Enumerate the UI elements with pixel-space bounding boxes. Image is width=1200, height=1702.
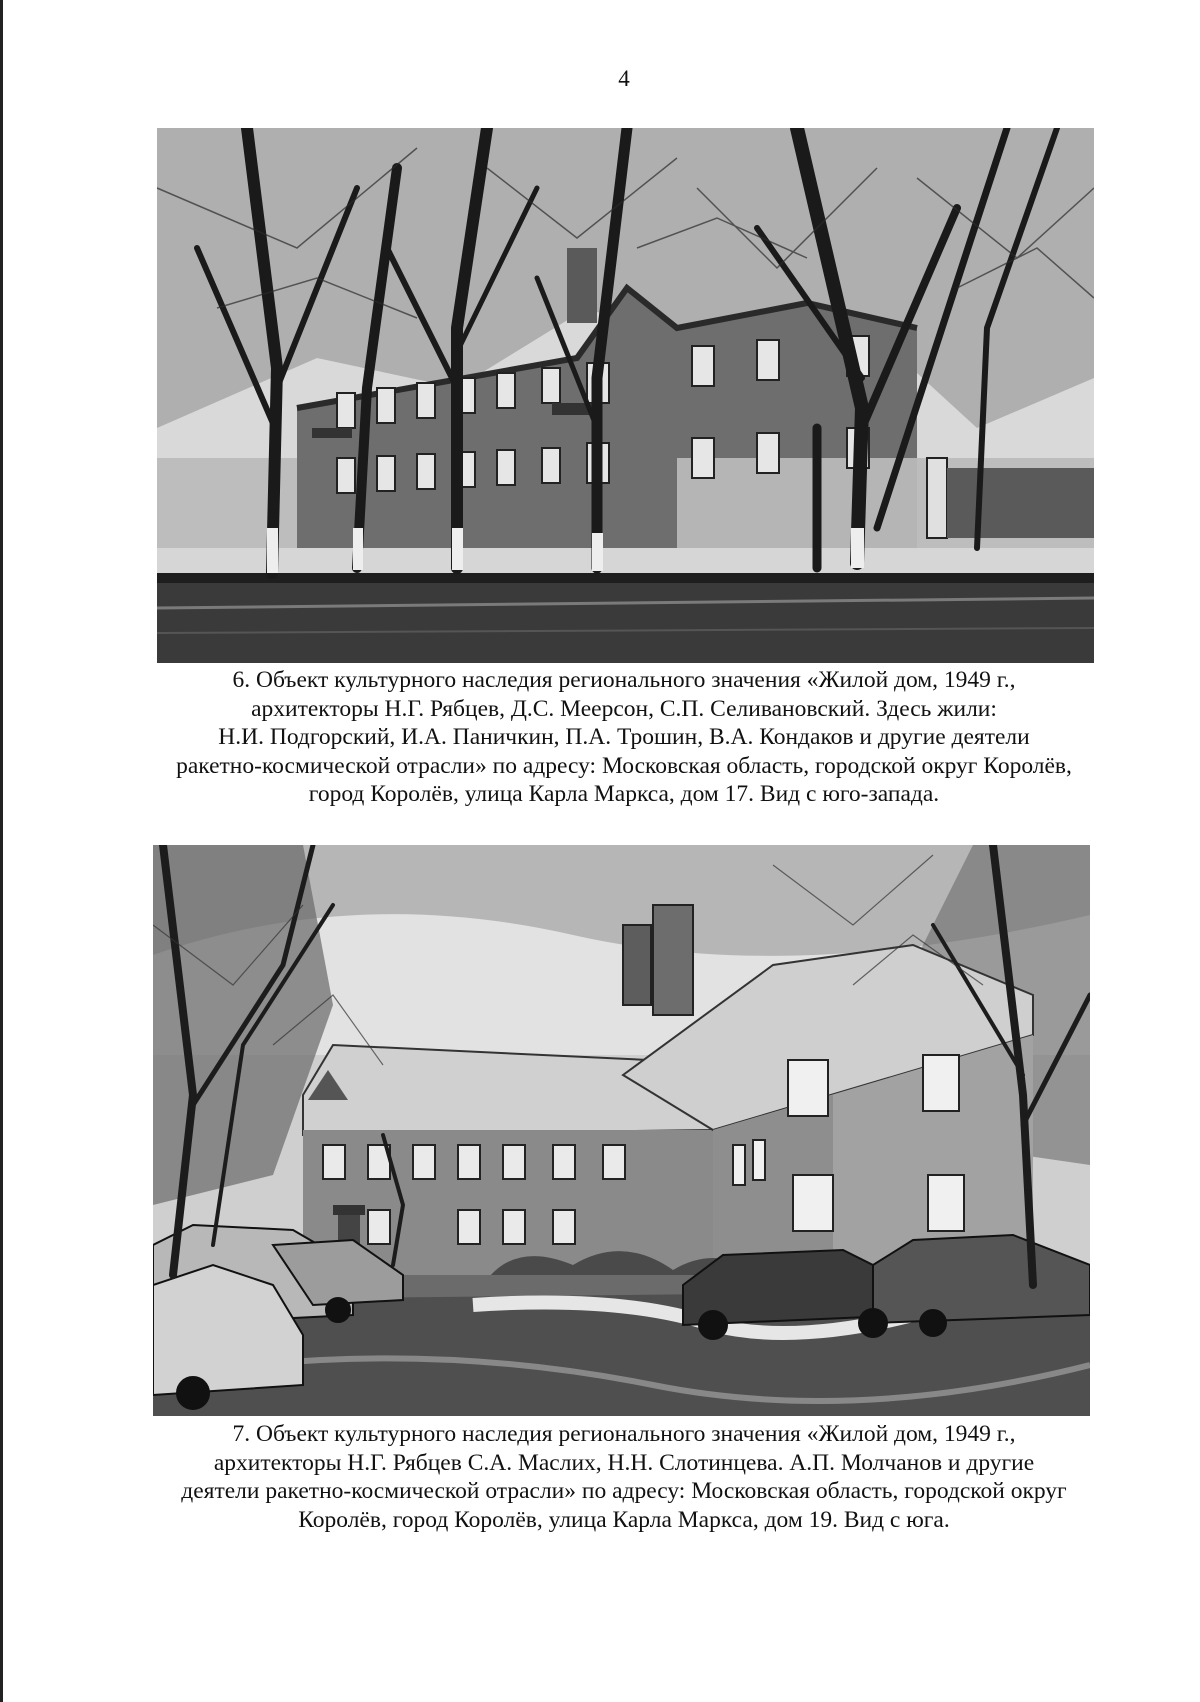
caption-line: город Королёв, улица Карла Маркса, дом 17. Вид с юго-запада.: [308, 781, 940, 807]
caption-line: архитекторы Н.Г. Рябцев, Д.С. Меерсон, С.П. Селивановский. Здесь жили:: [251, 695, 997, 722]
caption-line: архитекторы Н.Г. Рябцев С.А. Маслих, Н.Н. Слотинцева. А.П. Молчанов и другие: [213, 1449, 1035, 1476]
page-left-edge: [0, 0, 3, 1702]
house-17-illustration: [157, 128, 1094, 663]
caption-line: ракетно-космической отрасли» по адресу: Московская область, городской округ Королёв,: [176, 752, 1072, 779]
figure-caption-6: [100, 666, 1148, 809]
figure-caption-7: [100, 1420, 1148, 1534]
photo-house-karla-marksa-19: [153, 845, 1090, 1416]
caption-line: деятели ракетно-космической отрасли» по адресу: Московская область, городской округ: [181, 1478, 1067, 1504]
caption-line: 6. Объект культурного наследия регионального значения «Жилой дом, 1949 г.,: [232, 667, 1016, 693]
house-19-illustration: [153, 845, 1090, 1416]
page-number: 4: [618, 66, 630, 91]
caption-line: 7. Объект культурного наследия регионального значения «Жилой дом, 1949 г.,: [232, 1421, 1016, 1447]
caption-line: Королёв, город Королёв, улица Карла Маркса, дом 19. Вид с юга.: [298, 1506, 950, 1533]
caption-line: Н.И. Подгорский, И.А. Паничкин, П.А. Трошин, В.А. Кондаков и другие деятели: [218, 724, 1030, 750]
photo-house-karla-marksa-17: [157, 128, 1094, 663]
